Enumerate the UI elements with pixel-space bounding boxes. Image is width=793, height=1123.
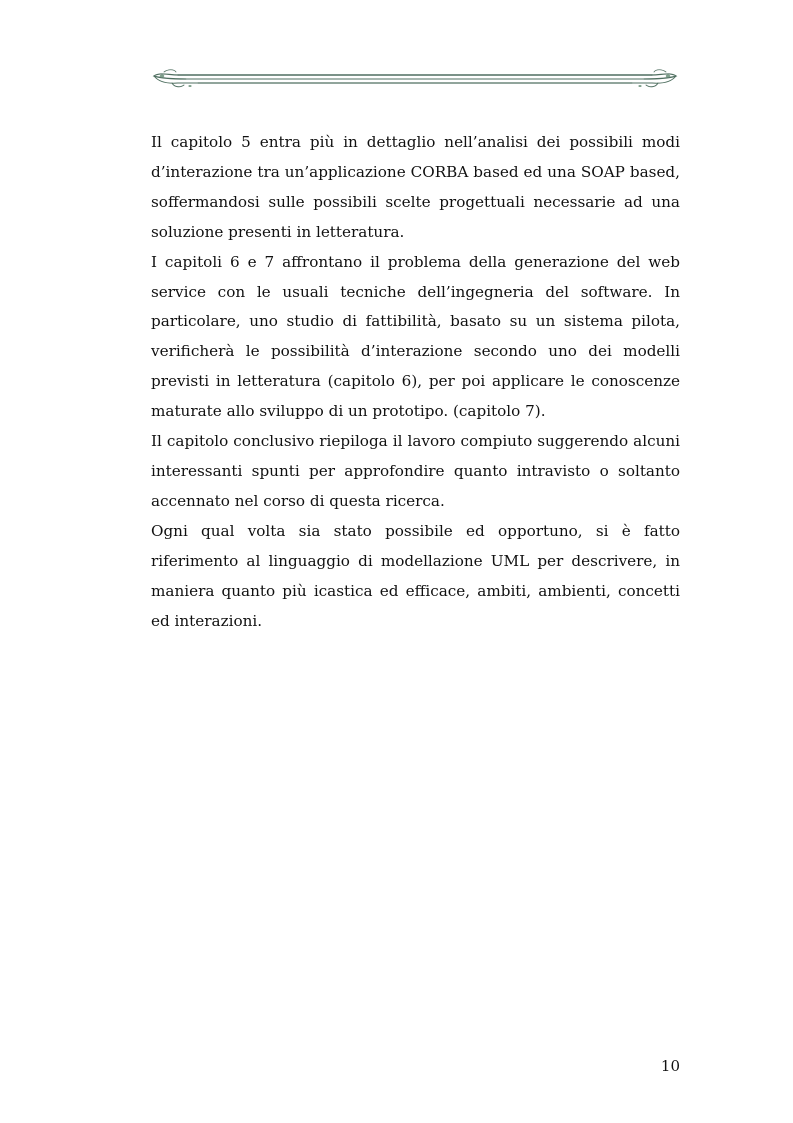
paragraph-conclusion: Il capitolo conclusivo riepiloga il lavoro compiuto suggerendo alcuni interessanti spunti per approfondire quanto intravisto o soltanto accennato nel corso di questa ricerca.	[151, 432, 680, 510]
paragraph-chapters-6-7: I capitoli 6 e 7 affrontano il problema della generazione del web service con le usuali tecniche dell’ingegneria del software. In particolare, uno studio di fattibilità, basato su un sistema pilota, verificherà le possibilità d’interazione secondo uno dei modelli previsti in letteratura (capitolo 6), per poi applicare le conoscenze maturate allo sviluppo di un prototipo. (capitolo 7).	[151, 252, 680, 421]
paragraph-uml: Ogni qual volta sia stato possibile ed opportuno, si è fatto riferimento al linguaggio di modellazione UML per descrivere, in maniera quanto più icastica ed efficace, ambiti, ambienti, concetti ed interazioni.	[151, 521, 680, 630]
body-text	[151, 128, 680, 636]
page-number: 10	[660, 1057, 680, 1075]
decorative-header-ornament-icon	[150, 66, 680, 92]
paragraph-chapter-5: Il capitolo 5 entra più in dettaglio nell’analisi dei possibili modi d’interazione tra un’applicazione CORBA based ed una SOAP based, soffermandosi sulle possibili scelte progettuali necessarie ad una soluzione presenti in letteratura.	[151, 133, 680, 241]
